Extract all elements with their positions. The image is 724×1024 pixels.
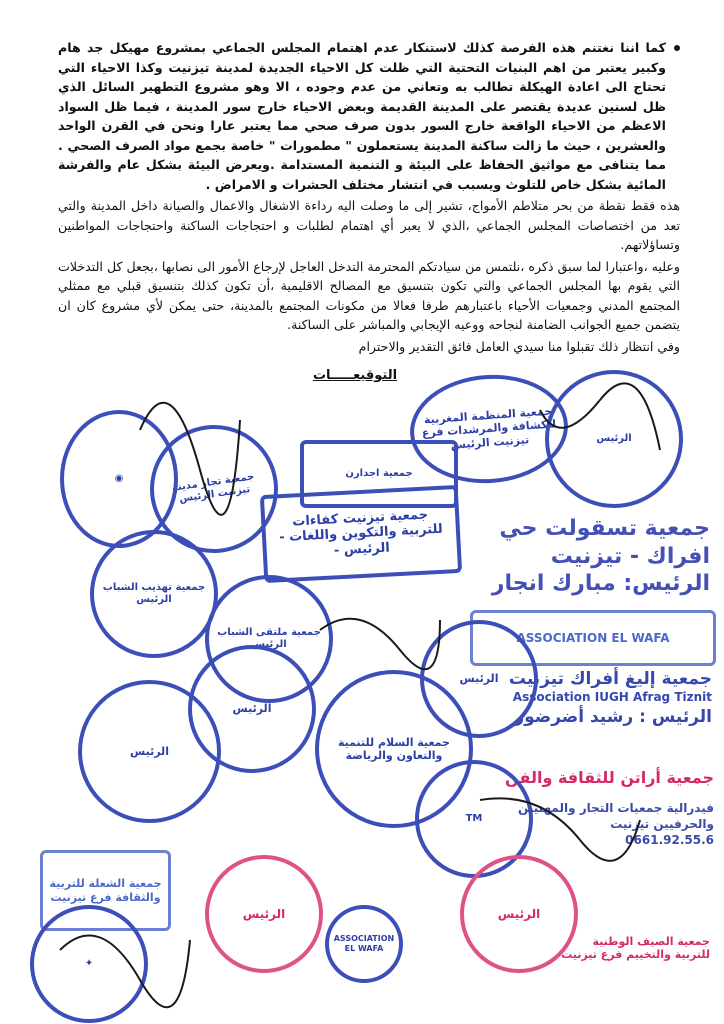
aratn-culture-stamp: جمعية أراتن للثقافة والفن bbox=[505, 768, 714, 787]
youth-education-text: جمعية تهذيب الشباب الرئيس bbox=[102, 582, 206, 605]
signature-3 bbox=[480, 798, 640, 861]
family-stamp-left-inner: ◉ bbox=[114, 473, 124, 484]
innovation-stamp-text: جمعية السلام للتنمية والتعاون والرياضة bbox=[338, 735, 450, 762]
ilgh-afrag-arabic: جمعية إليغ أفراك تيزنيت bbox=[508, 669, 712, 689]
signatures-heading: التوقيعـــــات bbox=[312, 368, 398, 383]
federation-right-text: فيدرالية جمعيات التجار والمهنيين والحرفيين تيزنيت bbox=[518, 801, 714, 832]
shoula-stamp-text: جمعية الشعلة للتربية والثقافة فرع تيزنيت bbox=[49, 877, 162, 904]
el-wafa-stamp-text: ASSOCIATION EL WAFA bbox=[516, 630, 670, 645]
traders-federation-left-text: الرئيس bbox=[130, 744, 169, 758]
signature-5 bbox=[60, 935, 190, 1007]
signature-1 bbox=[140, 403, 240, 515]
paragraph-works-quality: هذه فقط نقطة من بحر متلاطم الأمواج، تشير إلى ما وصلت اليه رداءة الاشغال والاعمال والصيانة داخل المدينة والتي تعد من اختصاصات المجلس الجماعي ،الذي لا يعبر أي اهتمام لطلبات و احتجاجات الساكنة واحتجاجات المواطنين وتساؤلاتهم. bbox=[58, 198, 680, 252]
scouts-stamp-text: جمعية المنظمة المغربية للكشافة والمرشدات فرع تيزنيت الرئيس bbox=[421, 404, 557, 452]
ajdaran-stamp-text: جمعية اجدارن bbox=[345, 468, 413, 479]
bottom-left-stamp-inner: ✦ bbox=[84, 958, 94, 969]
youth-forum-text: جمعية ملتقى الشباب الرئيس bbox=[217, 627, 321, 650]
summer-camp-stamp: جمعية الصيف الوطنية للتربية والتخييم فرع تيزنيت bbox=[561, 935, 710, 961]
stamp-president-center-text: الرئيس bbox=[232, 702, 272, 716]
paragraph-request: وعليه ،واعتبارا لما سبق ذكره ،نلتمس من سيادتكم المحترمة التدخل العاجل لإرجاع الأمور الى نصابها ،بجعل كل التدخلات التي يقوم بها المجلس الجماعي والتي تكون بتنسيق مع المصالح الاقليمية ،أن تكون كذلك بتنسيق قبلي مع ممثلي المجتمع المدني وجمعيات الأحياء باعتبارهم طرفا فعالا من مكونات المجتمع بالمدينة، حتى يمكن لأي مشروع كان ان يتضمن جميع الجوانب الضامنة لنجاحه ووعيه الإيجابي والمباشر على الساكنة. bbox=[58, 258, 680, 332]
creative-arts-inner: TM bbox=[465, 813, 483, 824]
federation-phone: 0661.92.55.6 bbox=[625, 833, 714, 848]
traders-association-text: جمعية تجار مدينة تيزنيت الرئيس bbox=[171, 471, 255, 505]
tasqoult-stamp: جمعية تسقولت حي افراك - تيزنيت الرئيس: مبارك انجار bbox=[491, 516, 710, 596]
signature-2 bbox=[540, 383, 660, 450]
paragraph-sanitation: كما اننا نغتنم هذه الفرصة كذلك لاستنكار عدم اهتمام المجلس الجماعي بمشروع مهيكل جد هام وكبير يعتبر من اهم البنيات التحتية التي ظلت كل الاحياء الجديدة لمدينة تيزنيت وكذا الاحياء التي تحتاج الى اعادة الهيكلة تطالب به وتعاني من عدم وجوده ، الا وهو مشروع التطهير السائل الذي ظل لسنين عديدة يقتصر على المدينة القديمة وبعض الاحياء خارج سور المدينة ، فيما ظل السواد الاعظم من الاحياء الواقعة خارج السور بدون صرف صحي مما يعتبر عارا ونحن في القرن الواحد والعشرين ، حيث ما زالت ساكنة المدينة يستعملون " مطمورات " خاصة بجمع مواد الصرف الصحي . مما يتنافى مع مواثيق الحفاظ على البيئة و التنمية المستدامة .ويعرض البيئة بشكل عام والفرشة المائية بشكل خاص للتلوث ويسبب في انتشار مختلف الحشرات و الامراض . bbox=[58, 38, 680, 194]
ilgh-afrag-latin: Association IUGH Afrag Tiznit bbox=[512, 690, 712, 705]
paragraph-closing: وفي انتظار ذلك تقبلوا منا سيدي العامل فائق التقدير والاحترام bbox=[358, 338, 680, 354]
el-wafa-small-text: ASSOCIATION EL WAFA bbox=[333, 934, 395, 953]
pink-stamp-1-text: الرئيس bbox=[242, 906, 286, 921]
ilgh-afrag-president: الرئيس : رشيد أضرضور bbox=[514, 706, 712, 727]
eye-stamp-text: الرئيس bbox=[459, 672, 499, 686]
pink-stamp-2-text: الرئيس bbox=[497, 906, 541, 921]
signature-4 bbox=[320, 619, 440, 669]
round-stamp-top-right-text: الرئيس bbox=[596, 433, 632, 444]
tiznit-competencies-text: جمعية تيزنيت كفاءات للتربية والتكوين واللغات - الرئيس - bbox=[278, 507, 444, 559]
